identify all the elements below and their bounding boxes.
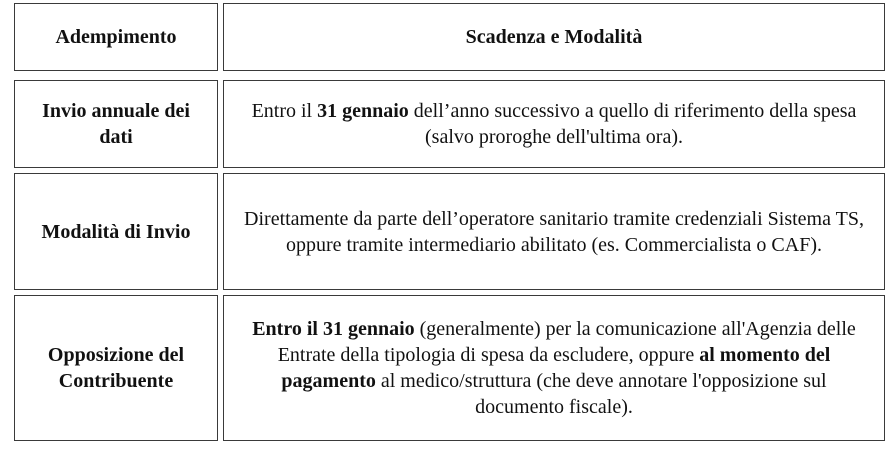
row-desc-invio-annuale	[223, 80, 885, 168]
desc-text: dell’anno successivo a quello di riferimento della spesa (salvo proroghe dell'ultima ora).	[408, 100, 857, 148]
row-desc-text	[244, 98, 864, 150]
desc-bold-text: al momento del pagamento	[281, 344, 831, 392]
row-desc-text	[242, 316, 867, 420]
header-scadenza	[223, 3, 885, 71]
row-desc-modalita-invio	[223, 173, 885, 290]
row-desc-opposizione	[223, 295, 885, 441]
desc-bold-text: 31 gennaio	[317, 100, 409, 122]
row-desc-text: Direttamente da parte dell’operatore sanitario tramite credenziali Sistema TS, oppure tramite intermediario abilitato (es. Commercialista o CAF).	[244, 207, 864, 256]
row-label-text: Opposizione del Contribuente	[47, 344, 185, 392]
row-label-text: Modalità di Invio	[41, 220, 191, 243]
desc-bold-text: Entro il 31 gennaio	[252, 318, 415, 340]
row-label-text: Invio annuale dei dati	[42, 100, 190, 148]
desc-text: Entro il	[251, 100, 318, 122]
header-scadenza-text: Scadenza e Modalità	[465, 26, 643, 48]
row-label-invio-annuale	[14, 80, 218, 168]
header-adempimento-text: Adempimento	[55, 26, 177, 48]
row-label-opposizione	[14, 295, 218, 441]
desc-text: (generalmente) per la comunicazione all'Agenzia delle Entrate della tipologia di spesa da escludere, oppure	[277, 318, 856, 366]
row-label-modalita-invio	[14, 173, 218, 290]
header-adempimento	[14, 3, 218, 71]
desc-text: al medico/struttura (che deve annotare l'opposizione sul documento fiscale).	[375, 370, 827, 418]
